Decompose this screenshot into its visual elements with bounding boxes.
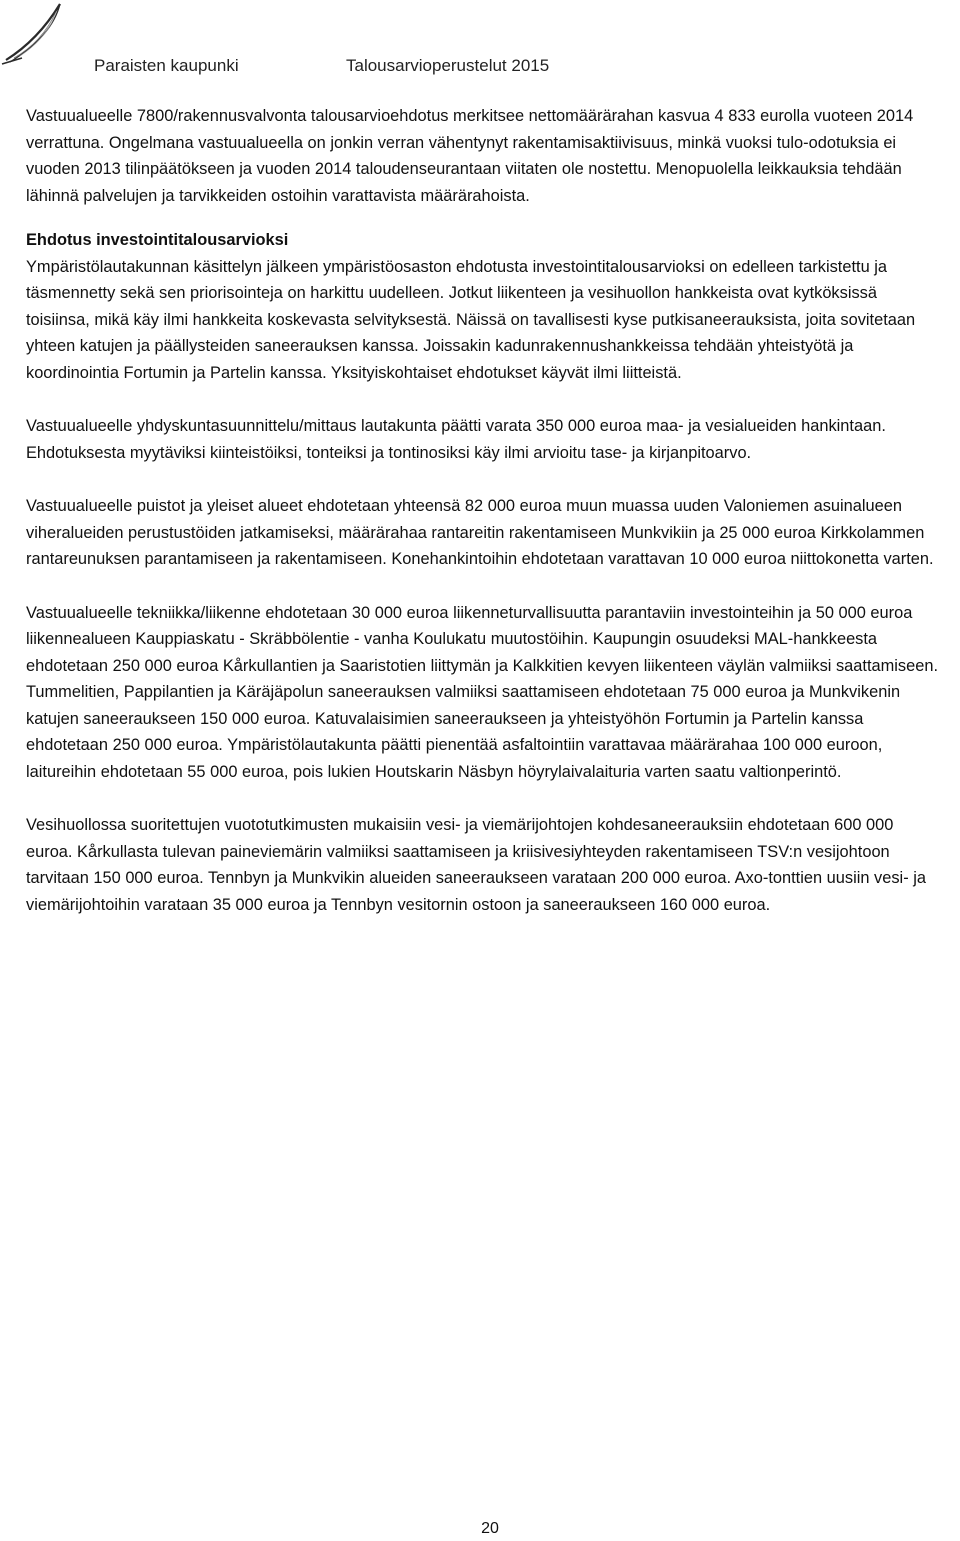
paragraph-community-planning: Vastuualueelle yhdyskuntasuunnittelu/mittaus lautakunta päätti varata 350 000 euroa maa- ja vesialueiden hankintaan. Ehdotuksesta myytäviksi kiinteistöiksi, tonteiksi ja tontinosiksi käy ilmi arvioitu tase- ja kirjanpitoarvo. bbox=[26, 417, 886, 462]
section-heading: Ehdotus investointitalousarvioksi bbox=[26, 231, 289, 249]
paragraph-water-supply: Vesihuollossa suoritettujen vuototutkimusten mukaisiin vesi- ja viemärijohtojen kohdesaneerauksiin ehdotetaan 600 000 euroa. Kårkullasta tulevan paineviemärin valmiiksi saattamiseen ja kriisivesiyhteyden rakentamiseen TSV:n vesijohtoon tarvitaan 150 000 euroa. Tennbyn ja Munkvikin alueiden saneeraukseen varataan 200 000 euroa. Axo-tonttien uusiin vesi- ja viemärijohtoihin varataan 35 000 euroa ja Tennbyn vesitornin ostoon ja saneeraukseen 160 000 euroa. bbox=[26, 816, 926, 914]
page-header bbox=[94, 56, 549, 76]
paragraph-parks: Vastuualueelle puistot ja yleiset alueet ehdotetaan yhteensä 82 000 euroa muun muassa uuden Valoniemen asuinalueen viheralueiden perustustöiden jatkamiseksi, määrärahaa rantareitin rakentamiseen Munkvikiin ja 25 000 euroa Kirkkolammen rantareunuksen parantamiseen ja rakentamiseen. Konehankintoihin ehdotetaan varattavan 10 000 euroa niittokonetta varten. bbox=[26, 497, 934, 568]
document-body bbox=[26, 103, 940, 945]
paragraph-building-control: Vastuualueelle 7800/rakennusvalvonta talousarvioehdotus merkitsee nettomäärärahan kasvua 4 833 eurolla vuoteen 2014 verrattuna. Ongelmana vastuualueella on jonkin verran vähentynyt rakentamisaktiivisuus, minkä vuoksi tulo-odotuksia ei vuoden 2013 tilinpäätökseen ja vuoden 2014 taloudenseurantaan viitaten ole nostettu. Menopuolella leikkauksia tehdään lähinnä palvelujen ja tarvikkeiden ostoihin varattavista määrärahoista. bbox=[26, 107, 914, 205]
sail-logo-icon bbox=[0, 0, 72, 72]
paragraph-investment-proposal: Ympäristölautakunnan käsittelyn jälkeen ympäristöosaston ehdotusta investointitalousarvioksi on edelleen tarkistettu ja täsmennetty sekä sen priorisointeja on harkittu uudelleen. Jotkut liikenteen ja vesihuollon hankkeista ovat kytköksissä toisiinsa, mikä käy ilmi hankkeita koskevasta selvityksestä. Näissä on tavallisesti kyse putkisaneerauksista, joita sovitetaan yhteen katujen ja päällysteiden saneerauksen kanssa. Joissakin kadunrakennushankkeissa tehdään yhteistyötä ja koordinointia Fortumin ja Partelin kanssa. Yksityiskohtaiset ehdotukset käyvät ilmi liitteistä. bbox=[26, 257, 916, 382]
paragraph-technology-traffic: Vastuualueelle tekniikka/liikenne ehdotetaan 30 000 euroa liikenneturvallisuutta parantaviin investointeihin ja 50 000 euroa liikennealueen Kauppiaskatu - Skräbbölentie - vanha Koulukatu muutostöihin. Kaupungin osuudeksi MAL-hankkeesta ehdotetaan 250 000 euroa Kårkullantien ja Saaristotien liittymän ja Kalkkitien kevyen liikenteen väylän valmiiksi saattamiseen. Tummelitien, Pappilantien ja Käräjäpolun saneerauksen valmiiksi saattamiseen ehdotetaan 75 000 euroa ja Munkvikenin katujen saneeraukseen 150 000 euroa. Katuvalaisimien saneeraukseen ja yhteistyöhön Fortumin ja Partelin kanssa ehdotetaan 250 000 euroa. Ympäristölautakunta päätti pienentää asfaltointiin varattavaa määrärahaa 100 000 euroon, laitureihin ehdotetaan 55 000 euroa, pois lukien Houtskarin Näsbyn höyrylaivalaituria varten saatu valtionperintö. bbox=[26, 603, 939, 781]
page-number: 20 bbox=[481, 1520, 499, 1537]
organization-name: Paraisten kaupunki bbox=[94, 56, 239, 75]
document-title: Talousarvioperustelut 2015 bbox=[346, 56, 550, 75]
